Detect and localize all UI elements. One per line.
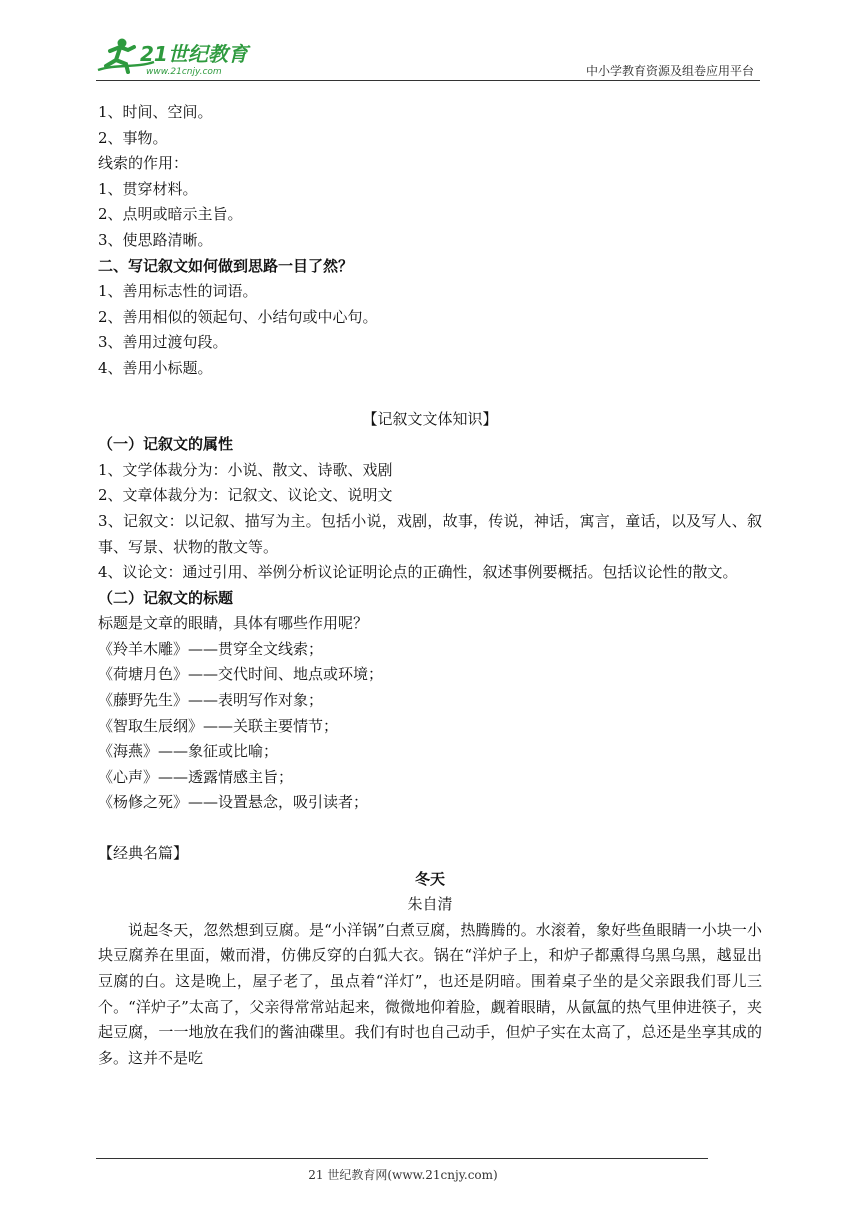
logo-url: www.21cnjy.com bbox=[146, 67, 222, 77]
title-example: 《荷塘月色》——交代时间、地点或环境； bbox=[98, 665, 384, 684]
essay-paragraph: 说起冬天，忽然想到豆腐。是“小洋锅”白煮豆腐，热腾腾的。水滚着，象好些鱼眼睛一小块一小块豆腐养在里面，嫩而滑，仿佛反穿的白狐大衣。锅在“洋炉子上，和炉子都熏得乌黑乌黑，越显出豆腐的白。这是晚上，屋子老了，虽点着“洋灯”，也还是阴暗。围着桌子坐的是父亲跟我们哥儿三个。“洋炉子”太高了，父亲得常常站起来，微微地仰着脸，觑着眼睛，从氤氲的热气里伸进筷子，夹起豆腐，一一地放在我们的酱油碟里。我们有时也自己动手，但炉子实在太高了，总还是坐享其成的多。这并不是吃 bbox=[98, 920, 762, 1067]
logo bbox=[96, 34, 266, 78]
title-example: 《羚羊木雕》——贯穿全文线索； bbox=[98, 639, 324, 658]
text-line: 2、善用相似的领起句、小结句或中心句。 bbox=[98, 307, 378, 326]
sub-heading: （一）记叙文的属性 bbox=[98, 435, 234, 454]
text-line: 3、使思路清晰。 bbox=[98, 230, 213, 249]
page-header bbox=[96, 28, 760, 81]
text-line: 标题是文章的眼睛，具体有哪些作用呢？ bbox=[98, 614, 369, 633]
text-line: 2、文章体裁分为：记叙文、议论文、说明文 bbox=[98, 486, 393, 505]
sub-heading: （二）记叙文的标题 bbox=[98, 588, 234, 607]
footer-divider bbox=[96, 1158, 708, 1159]
text-line: 4、善用小标题。 bbox=[98, 358, 213, 377]
essay-author: 朱自清 bbox=[407, 895, 453, 914]
document-body bbox=[98, 100, 762, 1071]
text-line: 1、善用标志性的词语。 bbox=[98, 282, 258, 301]
title-example: 《藤野先生》——表明写作对象； bbox=[98, 691, 324, 710]
page-footer: 21 世纪教育网(www.21cnjy.com) bbox=[308, 1168, 498, 1182]
title-example: 《心声》——透露情感主旨； bbox=[98, 767, 294, 786]
text-line: 1、时间、空间。 bbox=[98, 103, 213, 121]
platform-label: 中小学教育资源及组卷应用平台 bbox=[585, 64, 754, 78]
text-paragraph: 3、记叙文：以记叙、描写为主。包括小说，戏剧，故事，传说，神话，寓言，童话，以及写人、叙事、写景、状物的散文等。 bbox=[98, 511, 762, 556]
text-paragraph: 4、议论文：通过引用、举例分析议论证明论点的正确性，叙述事例要概括。包括议论性的散文。 bbox=[98, 563, 738, 582]
logo-text: 21世纪教育 bbox=[140, 42, 248, 66]
title-example: 《杨修之死》——设置悬念，吸引读者； bbox=[98, 793, 369, 812]
section-heading: 二、写记叙文如何做到思路一目了然？ bbox=[98, 256, 354, 275]
title-example: 《海燕》——象征或比喻； bbox=[98, 742, 279, 761]
classic-label: 【经典名篇】 bbox=[98, 844, 189, 863]
title-example: 《智取生辰纲》——关联主要情节； bbox=[98, 716, 339, 735]
text-line: 线索的作用： bbox=[98, 154, 189, 173]
text-line: 1、贯穿材料。 bbox=[98, 179, 198, 198]
section-title: 【记叙文文体知识】 bbox=[362, 409, 498, 428]
essay-title: 冬天 bbox=[414, 869, 445, 888]
text-line: 2、点明或暗示主旨。 bbox=[98, 205, 243, 224]
text-line: 1、文学体裁分为：小说、散文、诗歌、戏剧 bbox=[98, 460, 393, 479]
text-line: 3、善用过渡句段。 bbox=[98, 333, 228, 352]
text-line: 2、事物。 bbox=[98, 128, 168, 147]
